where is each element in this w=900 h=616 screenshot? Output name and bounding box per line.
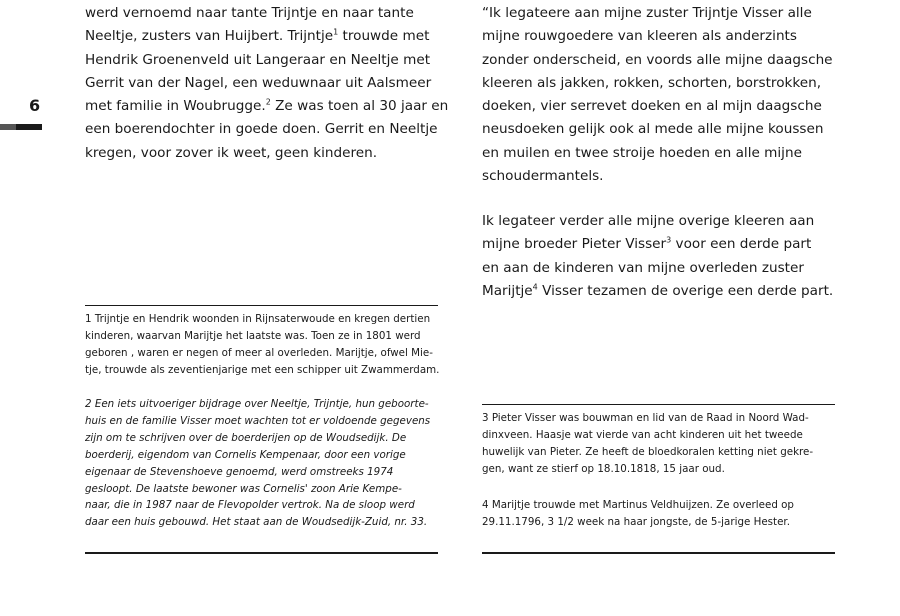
quote-line: “Ik legateere aan mijne zuster Trijntje Visser alle: [482, 5, 812, 21]
body-line: en aan de kinderen van mijne overleden zuster: [482, 259, 804, 276]
footnote-line: 3 Pieter Visser was bouwman en lid van de Raad in Noord Wad-: [482, 412, 809, 424]
footnote-line: eigenaar de Stevenshoeve genoemd, werd omstreeks 1974: [85, 465, 394, 478]
body-line: kregen, voor zover ik weet, geen kinderen.: [85, 144, 378, 161]
body-line: Neeltje, zusters van Huijbert. Trijntje$^1$ trouwde met: [85, 27, 430, 45]
body-line: Ik legateer verder alle mijne overige kleeren aan: [482, 213, 815, 229]
bottom-rule-right: [482, 552, 835, 554]
quote-line: neusdoeken gelijk ook al mede alle mijne koussen: [482, 121, 824, 138]
quote-line: en muilen en twee stroije hoeden en alle mijne: [482, 144, 802, 161]
bottom-rule-left: [85, 552, 438, 554]
footnote-line: tje, trouwde als zeventienjarige met een schipper uit Zwammerdam.: [85, 363, 440, 376]
body-line: mijne broeder Pieter Visser$^3$ voor een derde part: [482, 235, 812, 253]
quote-line: zonder onderscheid, en voords alle mijne daagsche: [482, 51, 833, 68]
footnote-3: [482, 410, 813, 478]
footnote-2: [85, 396, 430, 531]
footnote-line: kinderen, waarvan Marijtje het laatste was. Toen ze in 1801 werd: [85, 329, 421, 342]
footnote-line: zijn om te schrijven over de boerderijen op de Woudsedijk. De: [85, 431, 407, 444]
quote-line: kleeren als jakken, rokken, schorten, borstrokken,: [482, 74, 822, 91]
footnote-line: huwelijk van Pieter. Ze heeft de bloedkoralen ketting niet gekre-: [482, 445, 814, 458]
footnote-ref-1: 1: [333, 27, 339, 37]
right-column-quote: [482, 2, 833, 188]
footnote-line: boerderij, eigendom van Cornelis Kempenaar, door een vorige: [85, 448, 406, 461]
footnote-4: [482, 497, 794, 531]
footnote-line: gen, want ze stierf op 18.10.1818, 15 jaar oud.: [482, 462, 725, 475]
footnote-rule-right: [482, 404, 835, 405]
footnote-ref-3: 3: [666, 235, 672, 245]
left-column-body: [85, 2, 448, 165]
body-line: werd vernoemd naar tante Trijntje en naar tante: [85, 5, 414, 21]
page-number: 6: [29, 96, 41, 115]
footnote-line: huis en de familie Visser moet wachten tot er voldoende gegevens: [85, 414, 431, 427]
footnote-line: dinxveen. Haasje wat vierde van acht kinderen uit het tweede: [482, 428, 803, 441]
footnote-line: 1 Trijntje en Hendrik woonden in Rijnsaterwoude en kregen dertien: [85, 313, 431, 325]
footnote-line: geboren , waren er negen of meer al overleden. Marijtje, ofwel Mie-: [85, 346, 433, 359]
body-line: Hendrik Groenenveld uit Langeraar en Neeltje met: [85, 51, 431, 68]
footnote-line: gesloopt. De laatste bewoner was Cornelis' zoon Arie Kempe-: [85, 482, 402, 495]
footnote-ref-2: 2: [265, 97, 271, 107]
footnote-ref-4: 4: [532, 282, 538, 292]
footnote-line: daar een huis gebouwd. Het staat aan de Woudsedijk-Zuid, nr. 33.: [85, 516, 428, 529]
body-line: met familie in Woubrugge.$^2$ Ze was toen al 30 jaar en: [85, 97, 449, 115]
footnote-line: naar, die in 1987 naar de Flevopolder vertrok. Na de sloop werd: [85, 499, 415, 512]
quote-line: mijne rouwgoedere van kleeren als anderzints: [482, 28, 797, 45]
footnote-line: 29.11.1796, 3 1/2 week na haar jongste, de 5-jarige Hester.: [482, 515, 790, 528]
footnote-line: 2 Een iets uitvoeriger bijdrage over Neeltje, Trijntje, hun geboorte-: [85, 398, 429, 410]
body-line: Marijtje$^4$ Visser tezamen de overige een derde part.: [482, 282, 834, 299]
right-column-legacy-paragraph: [482, 210, 833, 303]
quote-line: schoudermantels.: [482, 168, 604, 185]
quote-line: doeken, vier serrevet doeken en al mijn daagsche: [482, 98, 822, 115]
page-number-bar: [0, 124, 42, 130]
body-line: een boerendochter in goede doen. Gerrit en Neeltje: [85, 121, 438, 138]
body-line: Gerrit van der Nagel, een weduwnaar uit Aalsmeer: [85, 74, 432, 91]
footnote-line: 4 Marijtje trouwde met Martinus Veldhuijzen. Ze overleed op: [482, 499, 794, 511]
footnote-rule-left: [85, 305, 438, 306]
footnote-1: [85, 311, 439, 379]
